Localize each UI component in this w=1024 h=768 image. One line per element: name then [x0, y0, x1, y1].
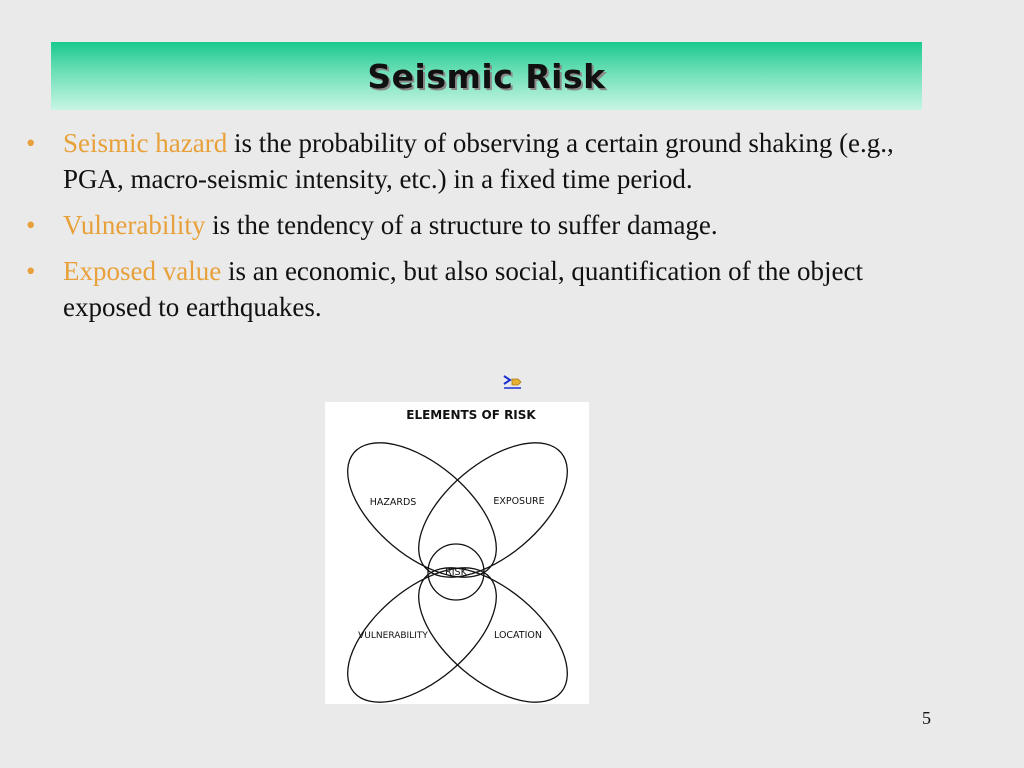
- location-label: LOCATION: [493, 630, 543, 641]
- bullet-text: is the tendency of a structure to suffer damage.: [205, 210, 718, 240]
- diagram-title: ELEMENTS OF RISK: [406, 408, 536, 422]
- hazards-label: HAZARDS: [369, 497, 417, 508]
- bullet-item: [26, 253, 916, 325]
- risk-label: RISK: [445, 567, 467, 578]
- bullet-item: [26, 125, 916, 197]
- title-bar: [51, 42, 922, 110]
- bullet-term: Seismic hazard: [63, 128, 228, 158]
- bullet-dot-icon: •: [26, 128, 36, 158]
- hazards-ellipse: [325, 418, 520, 603]
- bullet-term: Exposed value: [63, 256, 222, 286]
- hyperlink-icon[interactable]: [503, 374, 523, 390]
- bullet-term: Vulnerability: [63, 210, 206, 240]
- slide-title: Seismic Risk: [367, 56, 606, 96]
- bullet-dot-icon: •: [26, 210, 36, 240]
- bullet-dot-icon: •: [26, 256, 36, 286]
- exposure-ellipse: [395, 418, 589, 603]
- bullet-text: is an economic, but also social, quantification of the object exposed to earthquakes.: [63, 256, 864, 322]
- bullet-text: is the probability of observing a certain ground shaking (e.g., PGA, macro-seismic intensity, etc.) in a fixed time period.: [63, 128, 894, 194]
- bullet-list: [26, 125, 916, 335]
- vulnerability-label: VULNERABILITY: [358, 631, 428, 641]
- page-number: 5: [922, 708, 931, 728]
- bullet-item: [26, 207, 916, 243]
- exposure-label: EXPOSURE: [493, 496, 545, 507]
- elements-of-risk-diagram: [325, 402, 589, 704]
